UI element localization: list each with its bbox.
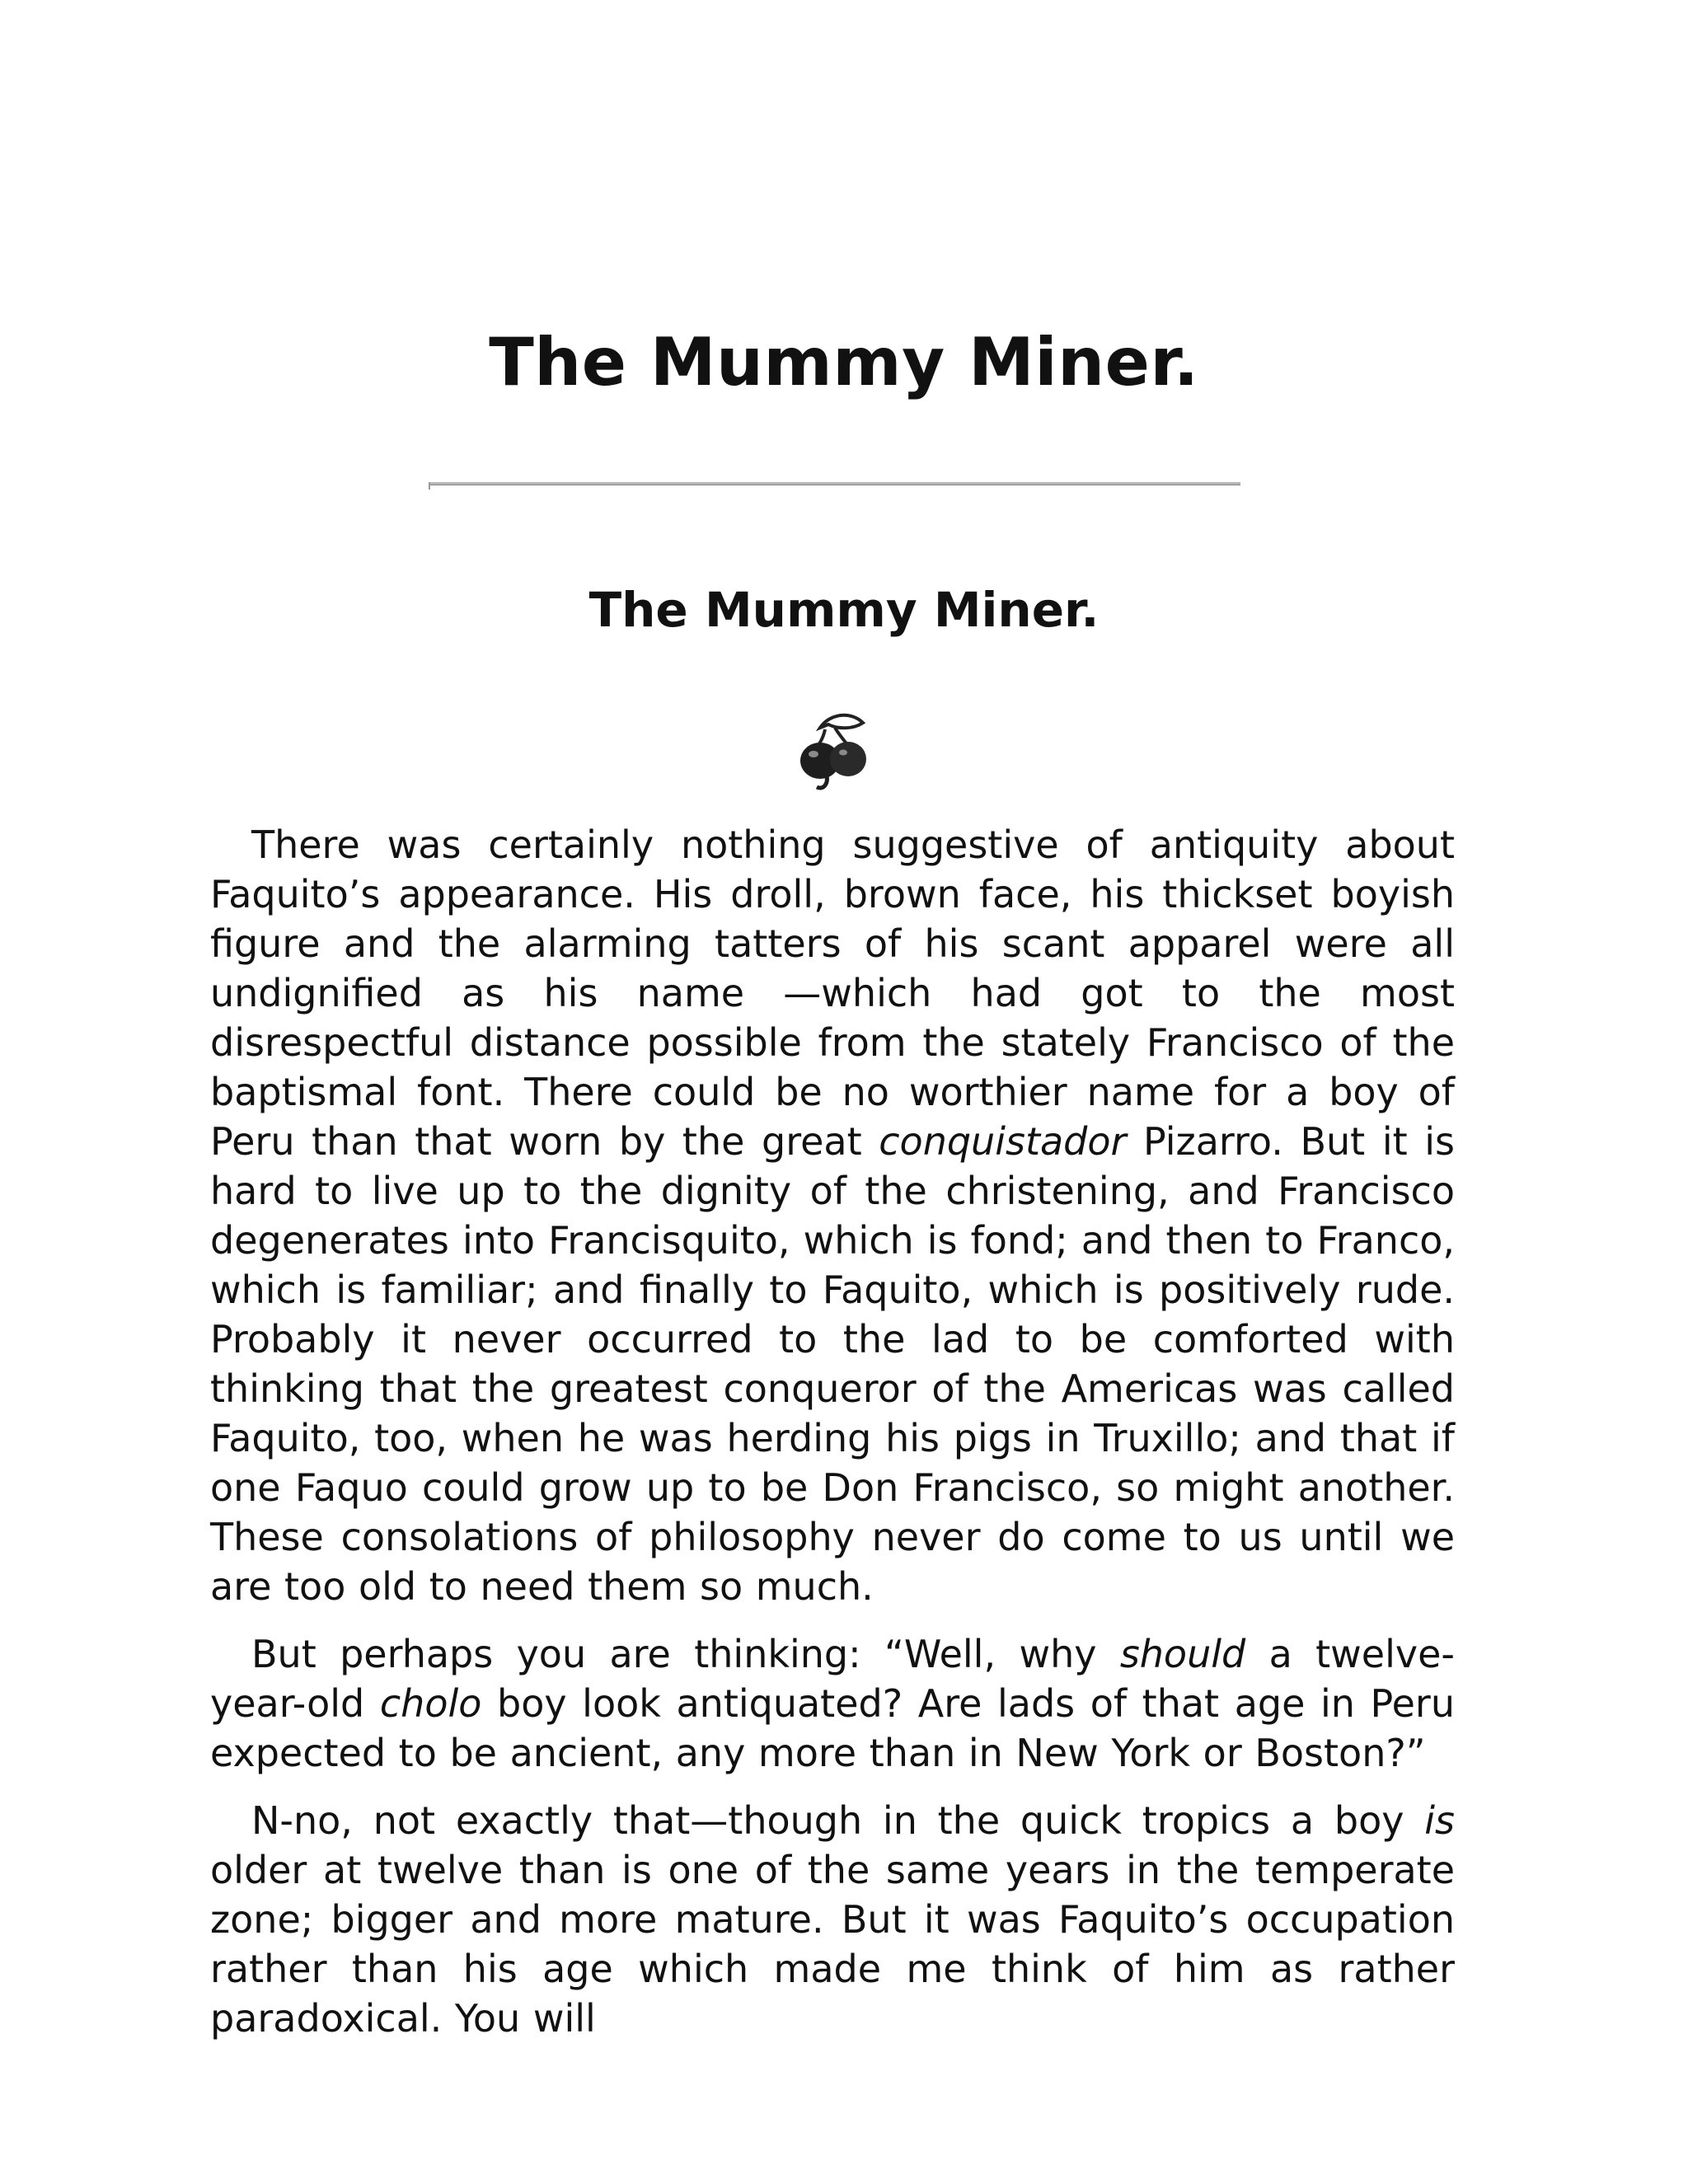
paragraph: There was certainly nothing suggestive of antiquity about Faquito’s appearance. His droll, brown face, his thickset boyish figure and the alarming tatters of his scant apparel were all undignified as his name —which had got to the most disrespectful distance possible from the stately Francisco of the baptismal font. There could be no worthier name for a boy of Peru than that worn by the great conquistador Pizarro. But it is hard to live up to the dignity of the christening, and Francisco degenerates into Francisquito, which is fond; and then to Franco, which is familiar; and finally to Faquito, which is positively rude. Probably it never occurred to the lad to be comforted with thinking that the greatest conqueror of the Americas was called Faquito, too, when he was herding his pigs in Truxillo; and that if one Faquo could grow up to be Don Francisco, so might another. These consolations of philosophy never do come to us until we are too old to need them so much.: [210, 823, 1455, 1609]
section-title: The Mummy Miner.: [588, 582, 1100, 638]
title-divider: [429, 482, 1240, 485]
paragraph: But perhaps you are thinking: “Well, why should a twelve-year-old cholo boy look antiquated? Are lads of that age in Peru expected to be ancient, any more than in New York or Boston?”: [210, 1632, 1455, 1775]
chapter-title: The Mummy Miner.: [489, 324, 1199, 401]
chapter-body: [210, 820, 1455, 2061]
paragraph: N-no, not exactly that—though in the quick tropics a boy is older at twelve than is one of the same years in the temperate zone; bigger and more mature. But it was Faquito’s occupation rather than his age which made me think of him as rather paradoxical. You will: [210, 1798, 1455, 2041]
cherry-ornament-icon: [787, 705, 878, 795]
